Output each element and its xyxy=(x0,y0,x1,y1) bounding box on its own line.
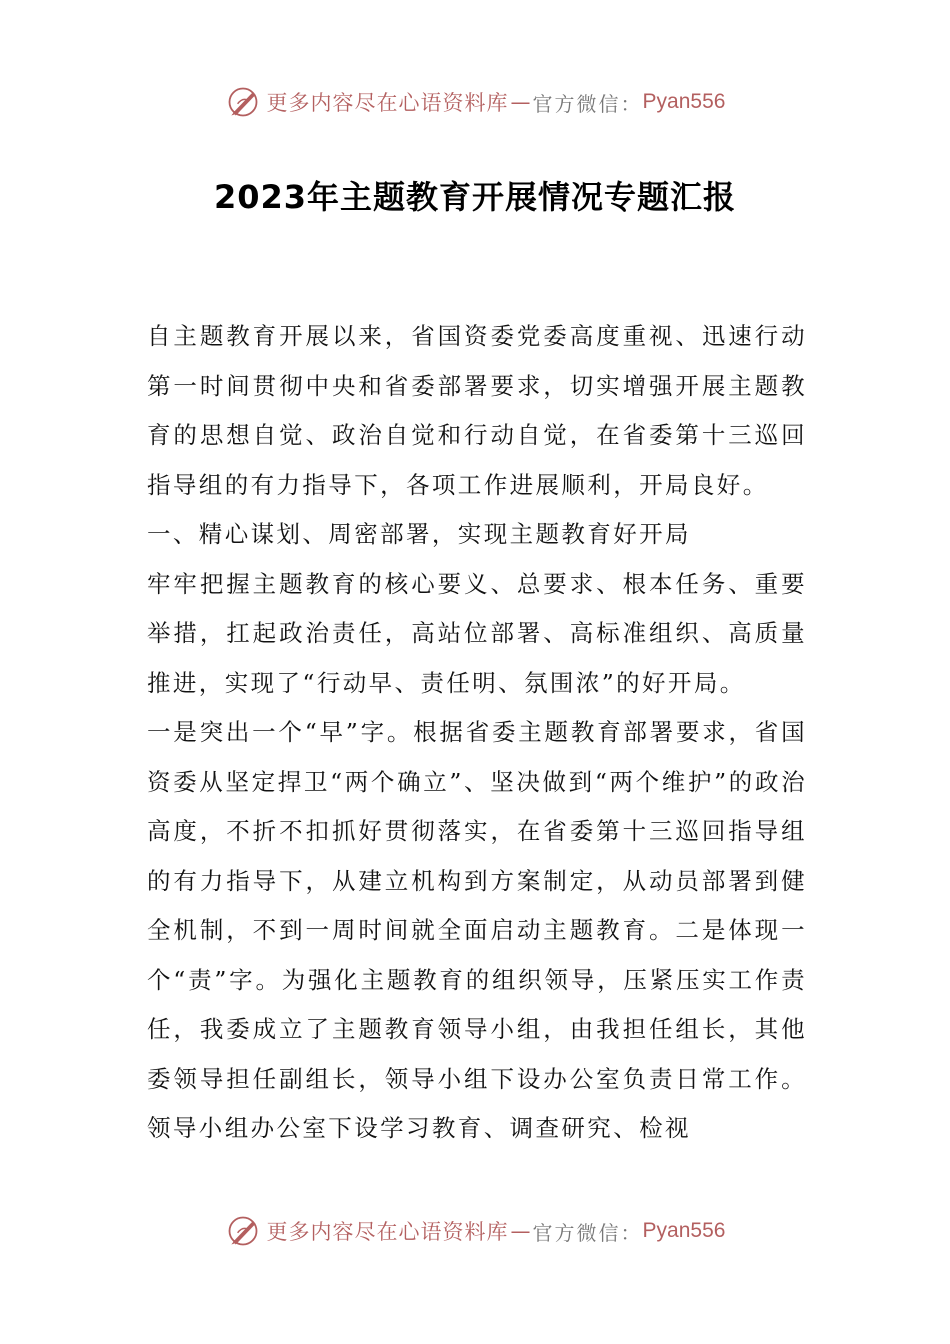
document-title: 2023年主题教育开展情况专题汇报 xyxy=(213,178,737,216)
paragraph-intro: 自主题教育开展以来，省国资委党委高度重视、迅速行动第一时间贯彻中央和省委部署要求，切实增强开展主题教育的思想自觉、政治自觉和行动自觉，在省委第十三巡回指导组的有力指导下，各项工作进展顺利，开局良好。 xyxy=(147,322,807,499)
banner-dash: — xyxy=(510,90,531,114)
banner-text: 更多内容尽在心语资料库 xyxy=(266,91,509,115)
banner-wechat-id: Pyan556 xyxy=(642,1219,726,1242)
section-heading-1: 一、精心谋划、周密部署，实现主题教育好开局 xyxy=(147,520,691,548)
document-body xyxy=(147,312,807,1154)
banner-wechat-label: 官方微信： xyxy=(532,1220,643,1245)
banner-dash: — xyxy=(510,1219,531,1243)
paragraph-details: 一是突出一个“早”字。根据省委主题教育部署要求，省国资委从坚定捍卫“两个确立”、坚决做到“两个维护”的政治高度，不折不扣抓好贯彻落实，在省委第十三巡回指导组的有力指导下，从建立机构到方案制定，从动员部署到健全机制，不到一周时间就全面启动主题教育。二是体现一个“责”字。为强化主题教育的组织领导，压紧压实工作责任，我委成立了主题教育领导小组，由我担任组长，其他委领导担任副组长，领导小组下设办公室负责日常工作。领导小组办公室下设学习教育、调查研究、检视 xyxy=(147,718,807,1142)
header-watermark-banner xyxy=(0,80,950,124)
paragraph-overview: 牢牢把握主题教育的核心要义、总要求、根本任务、重要举措，扛起政治责任，高站位部署、高标准组织、高质量推进，实现了“行动早、责任明、氛围浓”的好开局。 xyxy=(147,569,807,697)
pen-logo-icon xyxy=(225,1213,261,1249)
banner-wechat-label: 官方微信： xyxy=(532,91,643,116)
footer-watermark-banner xyxy=(0,1209,950,1253)
banner-wechat-id: Pyan556 xyxy=(642,90,726,113)
pen-logo-icon xyxy=(225,84,261,120)
banner-text: 更多内容尽在心语资料库 xyxy=(266,1220,509,1244)
